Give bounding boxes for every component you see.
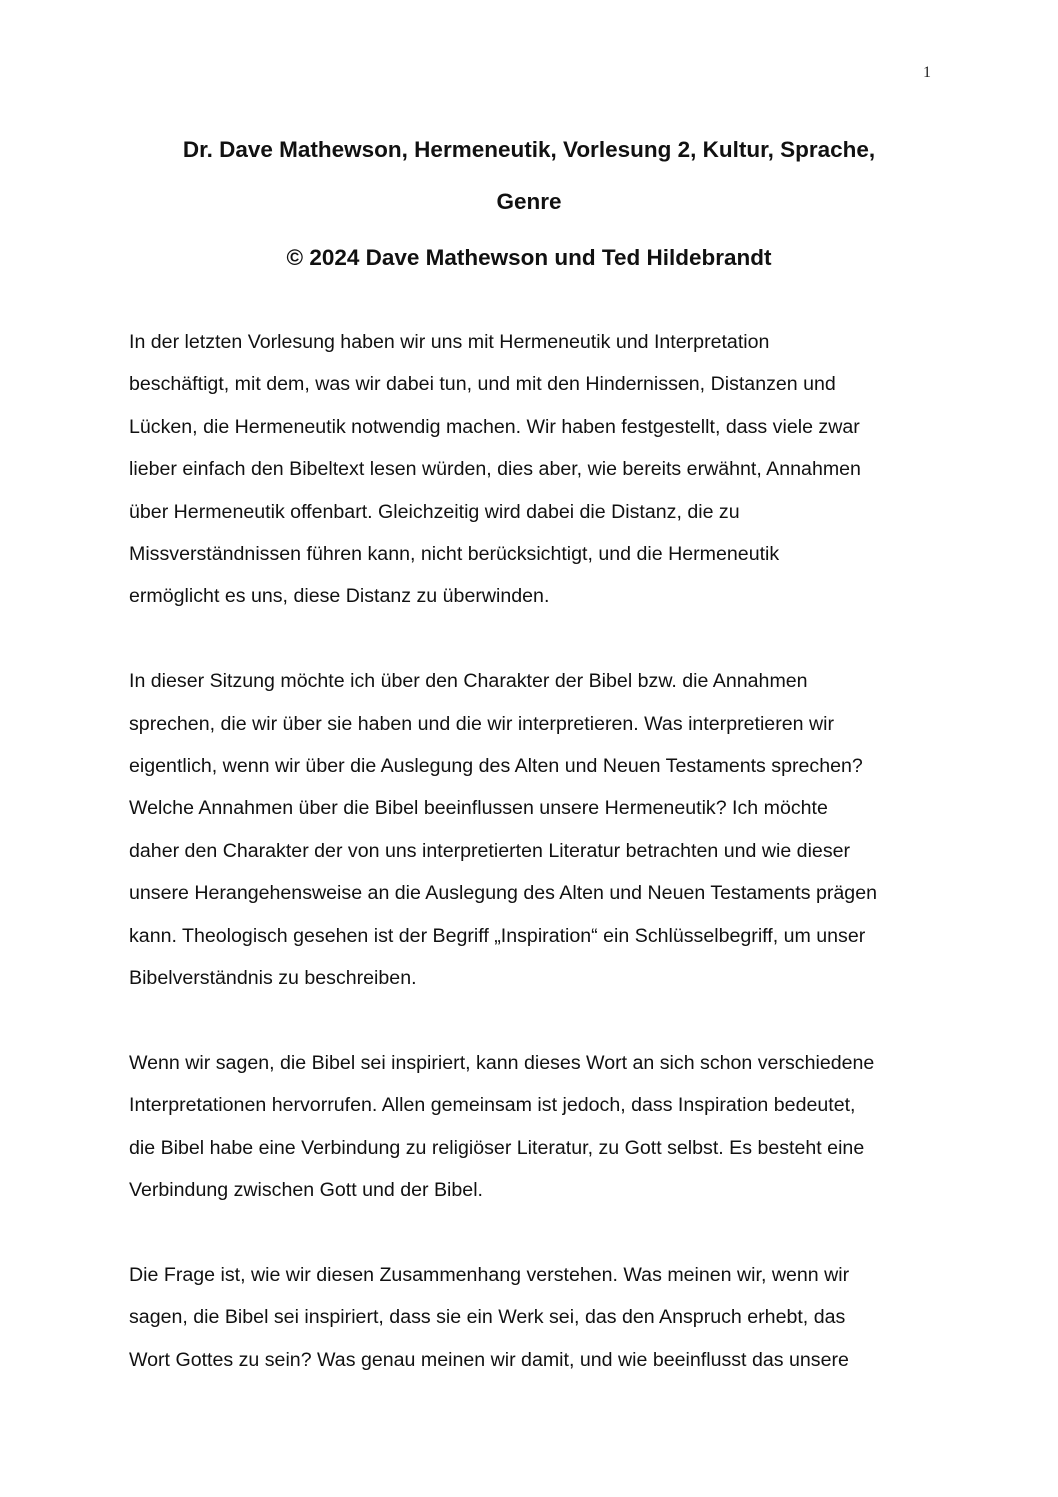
text-line: Missverständnissen führen kann, nicht berücksichtigt, und die Hermeneutik: [129, 543, 780, 566]
text-line: Lücken, die Hermeneutik notwendig machen. Wir haben festgestellt, dass viele zwar: [129, 415, 860, 438]
text-line: Wenn wir sagen, die Bibel sei inspiriert, kann dieses Wort an sich schon verschiedene: [129, 1051, 875, 1074]
text-line: Welche Annahmen über die Bibel beeinflussen unsere Hermeneutik? Ich möchte: [129, 797, 828, 820]
text-line: Die Frage ist, wie wir diesen Zusammenhang verstehen. Was meinen wir, wenn wir: [129, 1263, 850, 1286]
document-title: [100, 124, 958, 284]
title-line-2: Genre: [496, 189, 562, 214]
text-line: über Hermeneutik offenbart. Gleichzeitig wird dabei die Distanz, die zu: [129, 500, 740, 523]
text-line: Verbindung zwischen Gott und der Bibel.: [129, 1179, 483, 1202]
text-line: unsere Herangehensweise an die Auslegung des Alten und Neuen Testaments prägen: [129, 882, 877, 905]
paragraph-4: [129, 1254, 941, 1381]
copyright-notice: © 2024 Dave Mathewson und Ted Hildebrandt: [286, 245, 772, 270]
text-line: beschäftigt, mit dem, was wir dabei tun, und mit den Hindernissen, Distanzen und: [129, 373, 836, 396]
paragraph-2: [129, 660, 941, 999]
paragraph-1: [129, 321, 941, 618]
text-line: Bibelverständnis zu beschreiben.: [129, 967, 417, 990]
text-line: ermöglicht es uns, diese Distanz zu überwinden.: [129, 585, 550, 608]
title-line-1: Dr. Dave Mathewson, Hermeneutik, Vorlesung 2, Kultur, Sprache,: [182, 137, 876, 162]
text-line: eigentlich, wenn wir über die Auslegung des Alten und Neuen Testaments sprechen?: [129, 755, 863, 778]
text-line: Wort Gottes zu sein? Was genau meinen wir damit, und wie beeinflusst das unsere: [129, 1348, 849, 1371]
text-line: In dieser Sitzung möchte ich über den Charakter der Bibel bzw. die Annahmen: [129, 670, 808, 693]
page-number: 1: [923, 64, 931, 81]
text-line: sprechen, die wir über sie haben und die wir interpretieren. Was interpretieren wir: [129, 712, 834, 735]
text-line: In der letzten Vorlesung haben wir uns mit Hermeneutik und Interpretation: [129, 331, 770, 353]
text-line: Interpretationen hervorrufen. Allen gemeinsam ist jedoch, dass Inspiration bedeutet,: [129, 1094, 856, 1117]
text-line: die Bibel habe eine Verbindung zu religiöser Literatur, zu Gott selbst. Es besteht eine: [129, 1136, 865, 1159]
text-line: lieber einfach den Bibeltext lesen würden, dies aber, wie bereits erwähnt, Annahmen: [129, 458, 861, 481]
body-text: [129, 321, 941, 1424]
text-line: daher den Charakter der von uns interpretierten Literatur betrachten und wie dieser: [129, 839, 851, 862]
text-line: sagen, die Bibel sei inspiriert, dass sie ein Werk sei, das den Anspruch erhebt, das: [129, 1306, 846, 1329]
text-line: kann. Theologisch gesehen ist der Begriff „Inspiration“ ein Schlüsselbegriff, um unser: [129, 924, 866, 947]
paragraph-3: [129, 1042, 941, 1212]
